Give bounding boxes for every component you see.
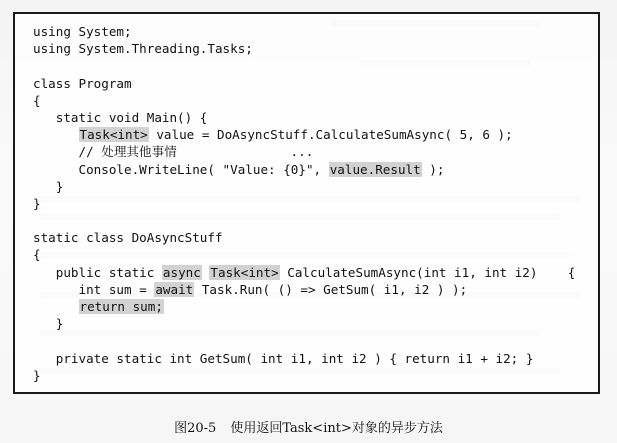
code-line <box>33 281 575 298</box>
code-text: using System; <box>33 24 132 39</box>
code-text: } <box>33 178 64 194</box>
code-line <box>33 332 575 349</box>
code-text: private static int GetSum( int i1, int i2 ) { return i1 + i2; } <box>33 350 534 366</box>
code-highlight: return sum; <box>79 299 163 314</box>
code-text: class Program <box>33 75 132 91</box>
code-line <box>33 178 575 195</box>
code-line <box>33 92 575 109</box>
code-highlight: Task<int> <box>79 127 148 143</box>
code-text: { <box>33 92 41 108</box>
code-text: static class DoAsyncStuff <box>33 230 223 246</box>
code-text: ); <box>421 161 445 177</box>
code-line <box>33 143 575 160</box>
figure-number: 图20-5 <box>174 421 217 436</box>
code-line <box>33 126 575 143</box>
code-line <box>33 246 575 263</box>
code-line <box>33 298 575 315</box>
code-listing <box>33 23 575 384</box>
code-text: Console.WriteLine( "Value: {0}", <box>33 161 329 177</box>
code-line <box>33 40 575 57</box>
code-text: int sum = <box>33 281 155 297</box>
figure-caption-text: 使用返回Task<int>对象的异步方法 <box>230 421 443 436</box>
code-highlight: await <box>155 281 194 297</box>
code-text: public static <box>33 264 162 280</box>
code-text: } <box>33 367 41 383</box>
code-text: CalculateSumAsync(int i1, int i2) { <box>279 264 576 280</box>
code-line <box>33 264 575 281</box>
figure-caption <box>0 417 617 436</box>
code-line <box>33 367 575 384</box>
code-highlight: async <box>162 264 201 280</box>
code-line <box>33 350 575 367</box>
code-text: static void Main() { <box>33 109 208 125</box>
code-line <box>33 212 575 229</box>
code-highlight: Task<int> <box>210 264 279 280</box>
code-line <box>33 195 575 212</box>
code-highlight: value.Result <box>329 161 421 177</box>
code-text: // 处理其他事情 ... <box>33 144 314 160</box>
code-text: { <box>33 247 41 263</box>
code-line <box>33 23 575 40</box>
code-listing-box <box>13 12 600 394</box>
code-text: value = DoAsyncStuff.CalculateSumAsync( 5, 6 ); <box>148 127 513 143</box>
code-text: } <box>33 195 41 211</box>
code-text <box>33 127 79 142</box>
code-text <box>33 299 79 314</box>
code-line <box>33 57 575 74</box>
code-line <box>33 109 575 126</box>
code-text: Task.Run( () => GetSum( i1, i2 ) ); <box>194 281 468 297</box>
code-text: } <box>33 316 64 332</box>
code-line <box>33 315 575 332</box>
code-text: using System.Threading.Tasks; <box>33 41 253 57</box>
code-line <box>33 161 575 178</box>
code-line <box>33 75 575 92</box>
code-line <box>33 229 575 246</box>
